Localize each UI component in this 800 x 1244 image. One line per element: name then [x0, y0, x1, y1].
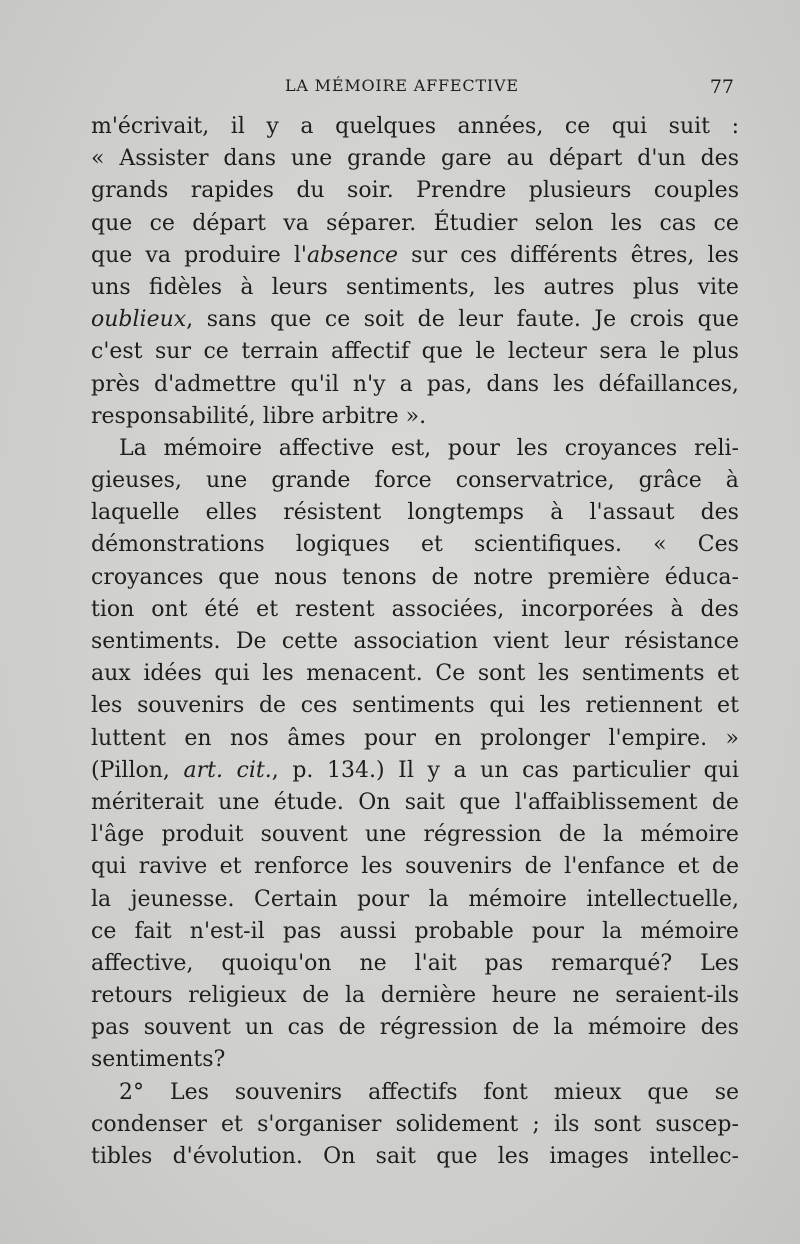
text-line: croyances que nous tenons de notre première éduca-	[91, 564, 739, 590]
text-line: près d'admettre qu'il n'y a pas, dans les défaillances,	[91, 371, 739, 397]
text-line: aux idées qui les menacent. Ce sont les sentiments et	[91, 661, 739, 687]
running-title: LA MÉMOIRE AFFECTIVE	[285, 76, 519, 95]
text-line: affective, quoiqu'on ne l'ait pas remarqué? Les	[91, 950, 739, 976]
text-line: (Pillon, art. cit., p. 134.) Il y a un cas particulier qui	[91, 757, 739, 783]
text-line: retours religieux de la dernière heure ne seraient-ils	[91, 983, 739, 1009]
text-line: responsabilité, libre arbitre ».	[91, 403, 427, 429]
text-line: sentiments. De cette association vient leur résistance	[91, 629, 739, 654]
text-line: condenser et s'organiser solidement ; ils sont suscep-	[91, 1111, 739, 1137]
text-line: ce fait n'est-il pas aussi probable pour la mémoire	[91, 918, 739, 944]
page-header	[90, 76, 738, 100]
text-line: « Assister dans une grande gare au départ d'un des	[91, 146, 739, 172]
text-line: mériterait une étude. On sait que l'affaiblissement de	[91, 789, 739, 815]
text-line: 2° Les souvenirs affectifs font mieux que se	[119, 1079, 739, 1105]
text-line: les souvenirs de ces sentiments qui les retiennent et	[91, 693, 739, 719]
text-line: grands rapides du soir. Prendre plusieurs couples	[91, 178, 739, 204]
text-line: uns fidèles à leurs sentiments, les autres plus vite	[91, 274, 739, 300]
text-line: que va produire l'absence sur ces différents êtres, les	[91, 242, 739, 268]
text-line: la jeunesse. Certain pour la mémoire intellectuelle,	[91, 886, 739, 912]
text-line: La mémoire affective est, pour les croyances reli-	[119, 435, 739, 461]
text-line: que ce départ va séparer. Étudier selon les cas ce	[91, 210, 739, 236]
text-line: laquelle elles résistent longtemps à l'assaut des	[91, 500, 739, 526]
text-line: démonstrations logiques et scientifiques. « Ces	[91, 532, 739, 558]
text-line: tion ont été et restent associées, incorporées à des	[91, 596, 739, 622]
text-line: sentiments?	[91, 1047, 226, 1073]
text-line: c'est sur ce terrain affectif que le lecteur sera le plus	[91, 339, 739, 365]
text-line: oublieux, sans que ce soit de leur faute. Je crois que	[91, 307, 739, 333]
text-line: pas souvent un cas de régression de la mémoire des	[91, 1015, 739, 1041]
text-line: gieuses, une grande force conservatrice, grâce à	[91, 468, 739, 494]
text-line: qui ravive et renforce les souvenirs de l'enfance et de	[91, 854, 739, 880]
body-text	[91, 111, 739, 1173]
text-line: m'écrivait, il y a quelques années, ce qui suit :	[91, 114, 739, 139]
text-line: tibles d'évolution. On sait que les images intellec-	[91, 1144, 739, 1169]
page-number: 77	[709, 76, 734, 98]
text-line: luttent en nos âmes pour en prolonger l'empire. »	[91, 725, 739, 751]
text-line: l'âge produit souvent une régression de la mémoire	[91, 822, 739, 848]
